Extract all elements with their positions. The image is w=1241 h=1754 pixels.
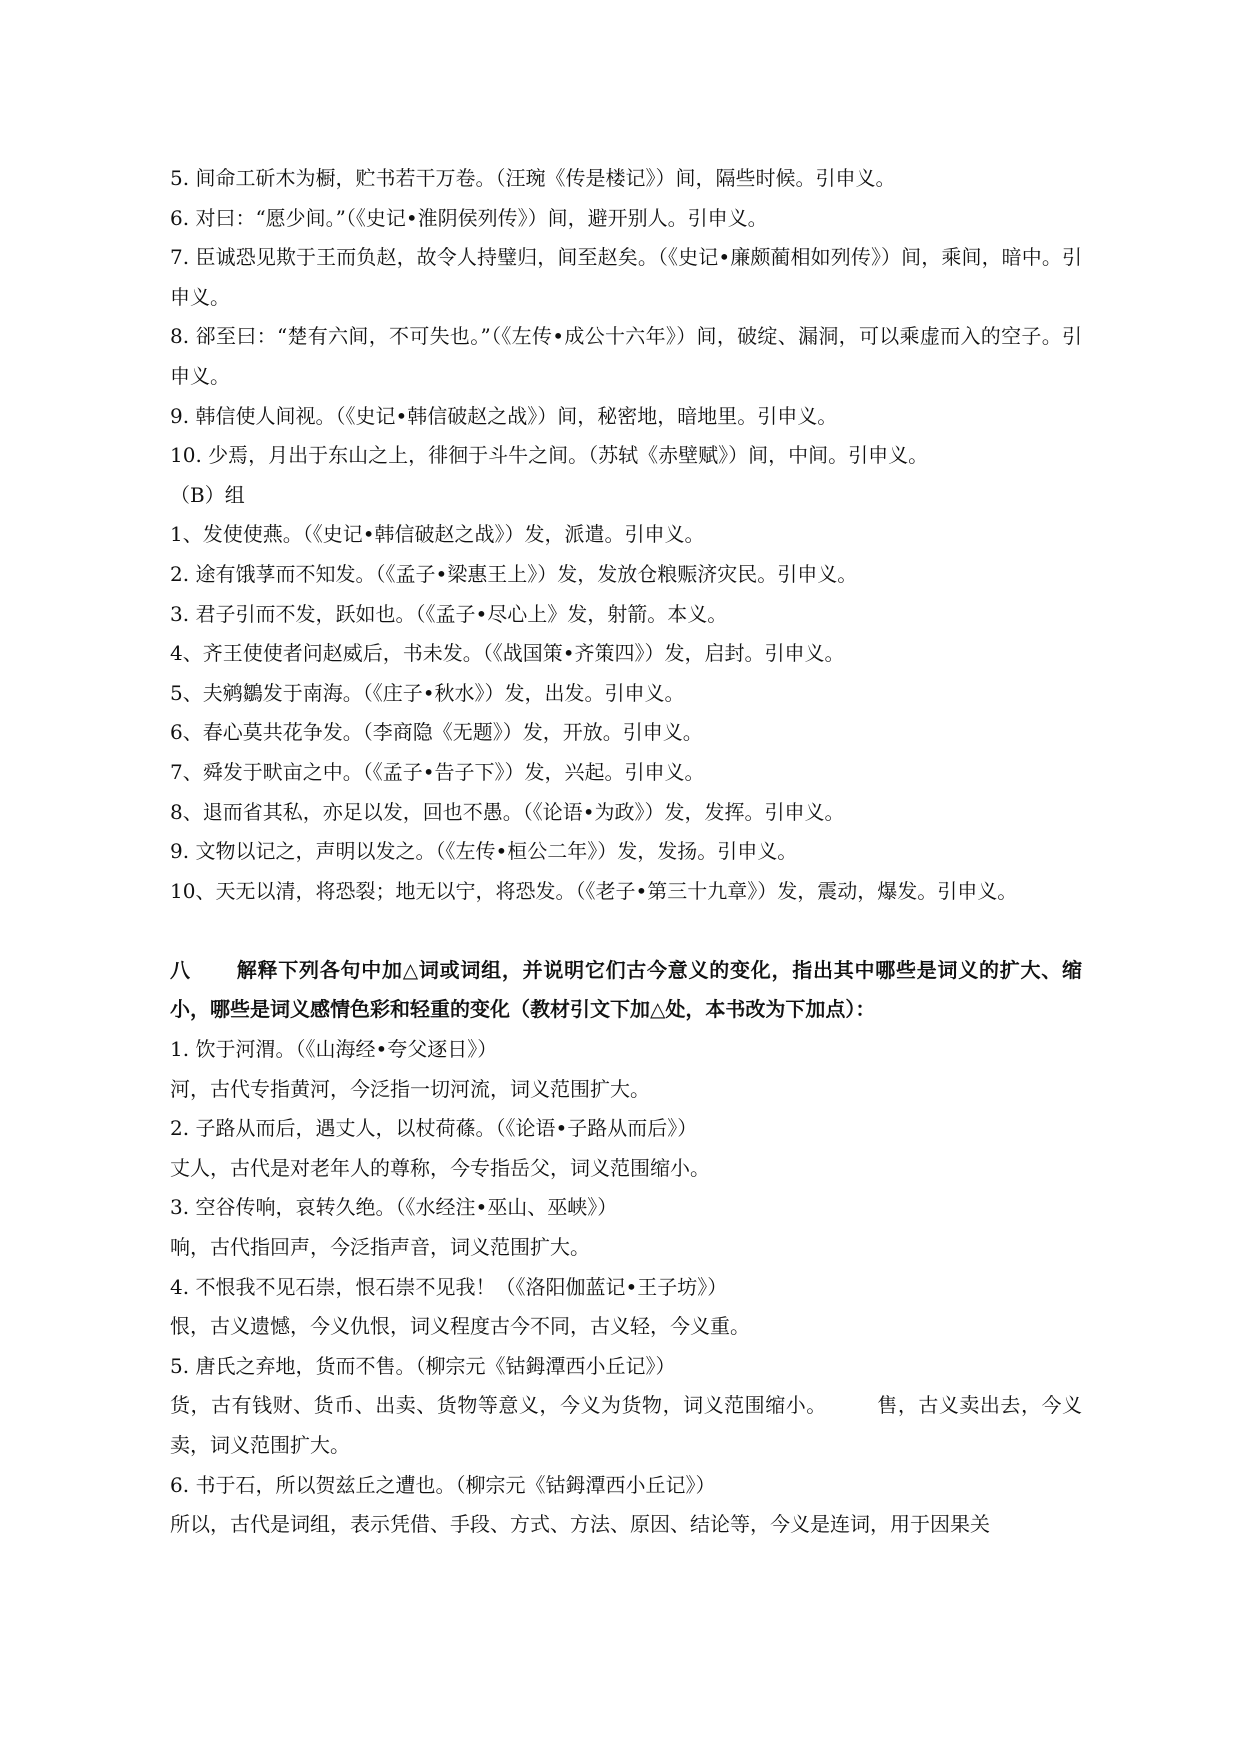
group-b-label: （B）组 [170,482,245,507]
answer-huo: 货，古有钱财、货币、出卖、货物等意义，今义为货物，词义范围缩小。 [170,1393,827,1418]
section-8-item-6: 6. 书于石，所以贺兹丘之遭也。（柳宗元《钴鉧潭西小丘记》） [170,1472,716,1497]
section-8-answer-4: 恨，古义遗憾，今义仇恨，词义程度古今不同，古义轻，今义重。 [170,1314,750,1339]
section-8-item-2: 2. 子路从而后，遇丈人，以杖荷蓧。（《论语•子路从而后》） [170,1116,698,1141]
section-8-answer-5 [170,1386,1082,1465]
answer-shou: 售，古义卖出去，今义卖，词义范围扩大。 [170,1393,1083,1457]
page-content [170,159,1082,1545]
group-b-item-5: 5、夫鹓鶵发于南海。（《庄子•秋水》）发，出发。引申义。 [170,680,685,705]
group-a-item-7: 7. 臣诚恐见欺于王而负赵，故令人持璧归，间至赵矣。（《史记•廉颇蔺相如列传》）间，乘间，暗中。引申义。 [170,245,1082,309]
group-a-item-5: 5. 间命工斫木为橱，贮书若干万卷。（汪琬《传是楼记》）间，隔些时候。引申义。 [170,166,896,190]
group-b-item-7: 7、舜发于畎亩之中。（《孟子•告子下》）发，兴起。引申义。 [170,759,705,784]
group-b-item-10: 10、天无以清，将恐裂；地无以宁，将恐发。（《老子•第三十九章》）发，震动，爆发。引申义。 [170,878,1018,903]
group-b-item-9: 9. 文物以记之，声明以发之。（《左传•桓公二年》）发，发扬。引申义。 [170,839,798,864]
section-8-item-3: 3. 空谷传响，哀转久绝。（《水经注•巫山、巫峡》） [170,1195,618,1220]
group-a-item-8: 8. 郤至曰：“楚有六间，不可失也。”（《左传•成公十六年》）间，破绽、漏洞，可以乘虚而入的空子。引申义。 [170,324,1082,388]
section-8-item-4: 4. 不恨我不见石崇，恨石崇不见我！（《洛阳伽蓝记•王子坊》） [170,1274,728,1299]
section-8-answer-3: 响，古代指回声，今泛指声音，词义范围扩大。 [170,1235,590,1260]
section-8-number: 八 [170,957,190,982]
section-8-item-1: 1. 饮于河渭。（《山海经•夸父逐日》） [170,1037,498,1062]
blank-line [170,911,1082,951]
group-a-item-6: 6. 对曰：“愿少间。”（《史记•淮阴侯列传》）间，避开别人。引申义。 [170,205,768,230]
section-8-heading [170,951,1082,1030]
section-8-heading-text: 解释下列各句中加△词或词组，并说明它们古今意义的变化，指出其中哪些是词义的扩大、缩小，哪些是词义感情色彩和轻重的变化（教材引文下加△处，本书改为下加点）： [170,957,1082,1022]
group-b-item-3: 3. 君子引而不发，跃如也。（《孟子•尽心上》发，射箭。本义。 [170,601,728,626]
section-8-item-5: 5. 唐氏之弃地，货而不售。（柳宗元《钴鉧潭西小丘记》） [170,1353,676,1378]
group-b-item-4: 4、齐王使使者问赵威后，书未发。（《战国策•齐策四》）发，启封。引申义。 [170,641,845,666]
group-a-item-9: 9. 韩信使人间视。（《史记•韩信破赵之战》）间，秘密地，暗地里。引申义。 [170,403,838,428]
section-8-answer-2: 丈人，古代是对老年人的尊称，今专指岳父，词义范围缩小。 [170,1155,710,1180]
group-b-item-2: 2. 途有饿莩而不知发。（《孟子•梁惠王上》）发，发放仓粮赈济灾民。引申义。 [170,561,858,586]
group-b-item-6: 6、春心莫共花争发。（李商隐《无题》）发，开放。引申义。 [170,720,703,745]
group-a-item-10: 10. 少焉，月出于东山之上，徘徊于斗牛之间。（苏轼《赤壁赋》）间，中间。引申义。 [170,443,929,468]
group-b-item-8: 8、退而省其私，亦足以发，回也不愚。（《论语•为政》）发，发挥。引申义。 [170,799,845,824]
group-b-item-1: 1、发使使燕。（《史记•韩信破赵之战》）发，派遣。引申义。 [170,522,705,547]
section-8-answer-6: 所以，古代是词组，表示凭借、手段、方式、方法、原因、结论等，今义是连词，用于因果关 [170,1512,990,1537]
section-8-answer-1: 河，古代专指黄河，今泛指一切河流，词义范围扩大。 [170,1076,650,1101]
